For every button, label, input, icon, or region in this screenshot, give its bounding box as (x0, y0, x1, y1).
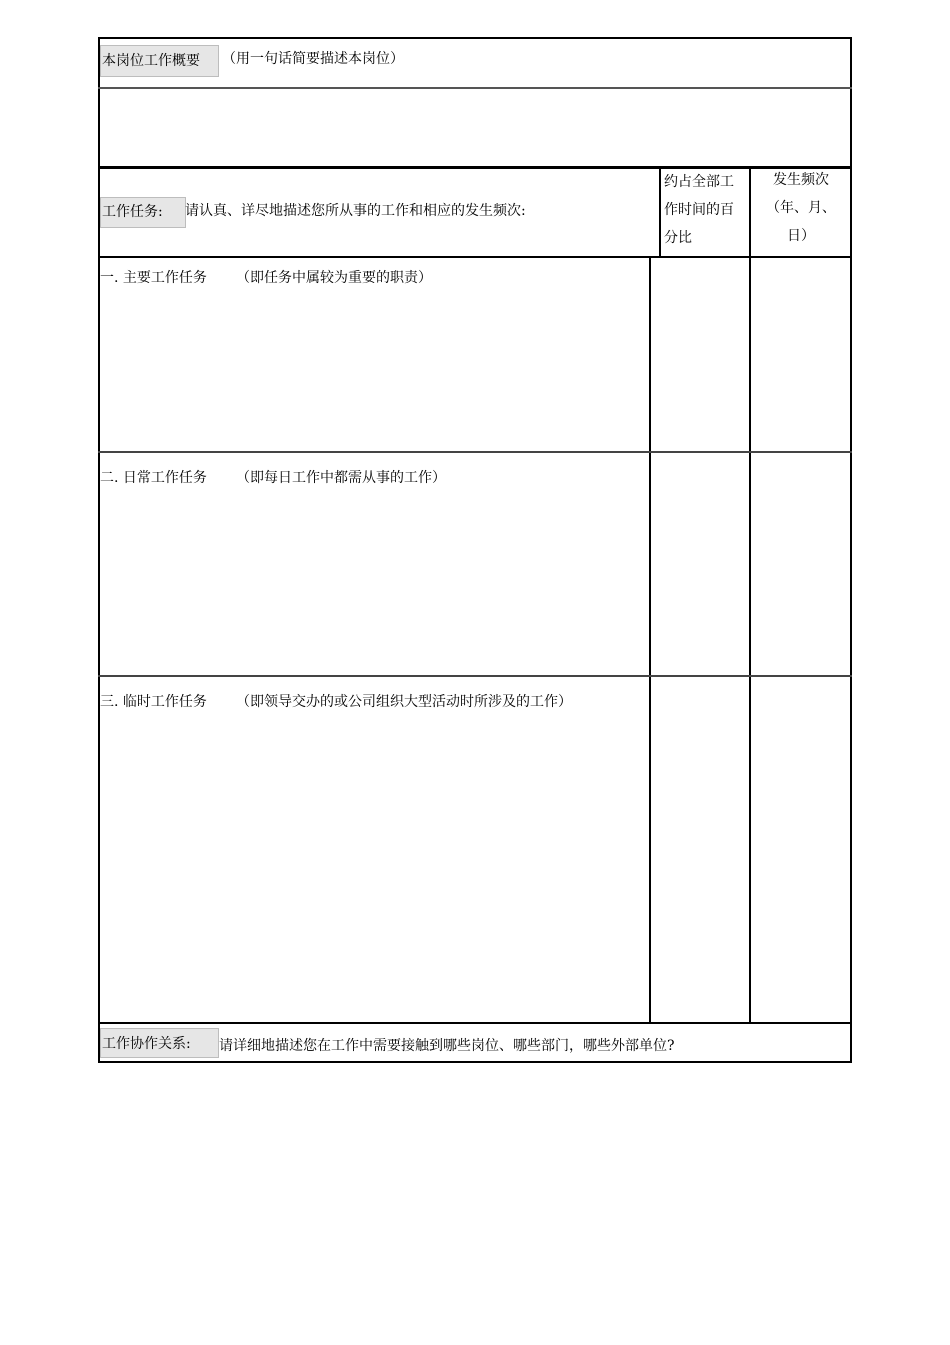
section-3-bottom-border (98, 1022, 852, 1024)
header-frequency-divider (749, 168, 751, 257)
frequency-header-line-2: （年、月、 (766, 200, 836, 216)
percent-column-header (664, 168, 748, 252)
section-1-content-area[interactable] (100, 290, 649, 450)
percent-header-line-3: 分比 (664, 230, 692, 246)
section-1-title: 一. 主要工作任务 (100, 270, 207, 286)
table-right-border (850, 37, 852, 1063)
section-2-note: （即每日工作中都需从事的工作） (236, 470, 446, 486)
collaboration-instruction: 请详细地描述您在工作中需要接触到哪些岗位、哪些部门，哪些外部单位? (219, 1038, 675, 1054)
table-bottom-border (98, 1061, 852, 1063)
summary-answer-area[interactable] (100, 89, 850, 166)
section-1-note: （即任务中属较为重要的职责） (236, 270, 432, 286)
section-2-title: 二. 日常工作任务 (100, 470, 207, 486)
section-2-frequency-cell[interactable] (751, 453, 850, 674)
summary-hint: （用一句话简要描述本岗位） (222, 51, 404, 67)
frequency-column-header (752, 166, 850, 250)
section-3-percent-cell[interactable] (651, 677, 749, 1022)
frequency-header-line-3: 日） (787, 228, 815, 244)
section-2-percent-cell[interactable] (651, 453, 749, 674)
tasks-label: 工作任务: (100, 197, 186, 228)
section-3-content-area[interactable] (100, 714, 649, 1022)
section-2-content-area[interactable] (100, 490, 649, 674)
section-3-title: 三. 临时工作任务 (100, 694, 207, 710)
frequency-header-line-1: 发生频次 (773, 172, 829, 188)
summary-label: 本岗位工作概要 (100, 45, 219, 77)
section-3-note: （即领导交办的或公司组织大型活动时所涉及的工作） (236, 694, 572, 710)
table-top-border (98, 37, 852, 39)
collaboration-label: 工作协作关系: (100, 1028, 219, 1058)
header-percent-divider (659, 168, 661, 257)
tasks-instruction: 请认真、详尽地描述您所从事的工作和相应的发生频次: (185, 203, 526, 219)
section-3-frequency-cell[interactable] (751, 677, 850, 1022)
section-1-percent-cell[interactable] (651, 258, 749, 451)
percent-header-line-2: 作时间的百 (664, 202, 734, 218)
percent-header-line-1: 约占全部工 (664, 174, 734, 190)
section-1-frequency-cell[interactable] (751, 258, 850, 451)
